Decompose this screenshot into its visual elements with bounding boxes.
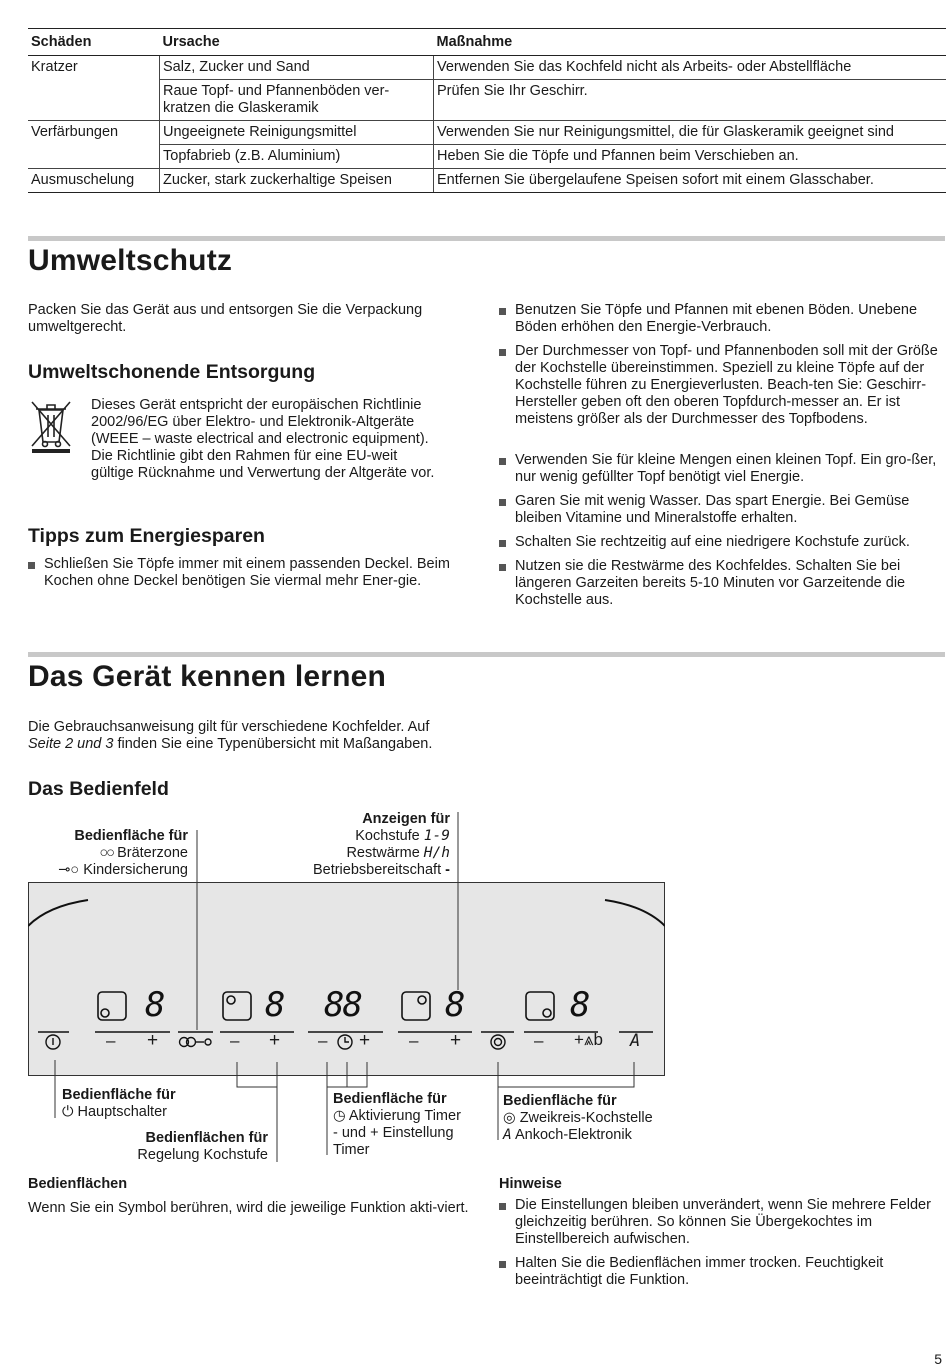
section-title: Das Gerät kennen lernen <box>28 660 387 693</box>
table-header-row <box>28 29 946 56</box>
subsection-title: Umweltschonende Entsorgung <box>28 361 316 383</box>
bedienflaechen-heading: Bedienflächen <box>28 1176 128 1192</box>
minus-button[interactable]: – <box>534 1031 544 1050</box>
label-timer <box>333 1091 461 1159</box>
label-text: Hauptschalter <box>77 1104 167 1120</box>
key-icon: ⊸○ <box>58 862 80 878</box>
table-cell: Verwenden Sie nur Reinigungsmittel, die für Glaskeramik geeignet sind <box>434 121 947 145</box>
table-cell <box>28 145 160 169</box>
label-text: Kochstufe <box>355 828 420 844</box>
cooktop-arc-right <box>605 900 665 926</box>
label-line <box>280 845 450 862</box>
table-cell: Topfabrieb (z.B. Aluminium) <box>160 145 434 169</box>
cooktop-arc-left <box>28 900 88 926</box>
section-rule <box>28 236 945 241</box>
table-row <box>28 145 946 169</box>
label-line <box>62 1104 176 1121</box>
table-cell: Kratzer <box>31 59 78 75</box>
bedienflaechen-text: Wenn Sie ein Symbol berühren, wird die jeweilige Funktion akti-viert. <box>28 1200 469 1216</box>
label-text: Timer <box>333 1142 370 1158</box>
list-item: Die Einstellungen bleiben unverändert, wenn Sie mehrere Felder gleichzeitig berühren. So können Sie Übergekochtes im Einstellbereich aufwischen. <box>499 1197 950 1248</box>
power-icon: ⏻ <box>62 1104 74 1120</box>
list-item: Garen Sie mit wenig Wasser. Das spart Energie. Bei Gemüse bleiben Vitamine und Mineralstoffe erhalten. <box>499 493 945 527</box>
page-reference: Seite 2 und 3 <box>28 736 114 752</box>
label-braeterzone <box>40 828 188 879</box>
list-item: Schalten Sie rechtzeitig auf eine niedrigere Kochstufe zurück. <box>499 534 945 551</box>
boost-button[interactable]: +⩓b <box>574 1030 603 1049</box>
label-text: Bräterzone <box>117 845 188 861</box>
label-zweikreis <box>503 1093 653 1144</box>
label-heading: Bedienfläche für <box>62 1087 176 1103</box>
label-text: Ankoch-Elektronik <box>514 1127 632 1143</box>
label-heading: Bedienflächen für <box>145 1130 268 1146</box>
weee-bin-icon <box>28 398 74 454</box>
list-item: Halten Sie die Bedienflächen immer trocken. Feuchtigkeit beeinträchtigt die Funktion. <box>499 1255 950 1289</box>
twin-circuit-button[interactable] <box>485 1030 511 1056</box>
timer-minus-button[interactable]: – <box>318 1031 328 1050</box>
table-row <box>28 56 946 80</box>
list-item: Verwenden Sie für kleine Mengen einen kleinen Topf. Ein gro-ßer, nur wenig gefüllter Topf benötigt viel Energie. <box>499 452 945 486</box>
label-line <box>503 1127 653 1144</box>
label-text: Regelung Kochstufe <box>137 1147 268 1163</box>
label-line <box>333 1108 461 1125</box>
label-line <box>40 845 188 862</box>
ankoch-icon: A <box>503 1127 512 1143</box>
braeterzone-key-button[interactable] <box>178 1030 214 1056</box>
kochstufe-symbol: 1-9 <box>423 828 450 844</box>
braeterzone-icon: ○○ <box>99 845 114 861</box>
plus-button[interactable]: + <box>450 1030 462 1051</box>
intro-text: Die Gebrauchsanweisung gilt für verschiedene Kochfelder. Auf <box>28 719 430 735</box>
minus-button[interactable]: – <box>106 1031 116 1050</box>
label-line <box>280 862 450 879</box>
plus-button[interactable]: + <box>147 1030 159 1051</box>
label-heading: Anzeigen für <box>362 811 450 827</box>
intro-text: finden Sie eine Typenübersicht mit Maßangaben. <box>113 736 433 752</box>
timer-button[interactable] <box>336 1030 356 1056</box>
table-cell <box>160 80 434 121</box>
timer-plus-button[interactable]: + <box>359 1030 371 1051</box>
display-digit: 8 <box>570 985 591 1025</box>
label-hauptschalter <box>62 1087 176 1121</box>
table-row <box>28 121 946 145</box>
table-cell: Verwenden Sie das Kochfeld nicht als Arbeits- oder Abstellfläche <box>434 56 947 80</box>
label-text: Kindersicherung <box>83 862 188 878</box>
table-cell: Ausmuschelung <box>28 169 160 193</box>
table-cell: Zucker, stark zuckerhaltige Speisen <box>160 169 434 193</box>
section-title: Umweltschutz <box>28 244 233 277</box>
display-digit: 8 <box>265 985 286 1025</box>
minus-button[interactable]: – <box>230 1031 240 1050</box>
damage-table <box>28 28 946 193</box>
hinweise-heading: Hinweise <box>499 1176 562 1192</box>
label-text: Restwärme <box>346 845 420 861</box>
main-switch-button[interactable] <box>40 1030 66 1056</box>
display-digit: 8 <box>145 985 166 1025</box>
list-item: Nutzen sie die Restwärme des Kochfeldes. Schalten Sie bei längeren Garzeiten bereits 5-10 Minuten vor Garzeitende die Kochstelle aus. <box>499 558 945 609</box>
betrieb-symbol: - <box>445 862 450 878</box>
ankoch-button[interactable]: A <box>630 1031 641 1051</box>
table-cell: Verfärbungen <box>31 124 119 140</box>
label-line <box>40 862 188 879</box>
table-cell: Prüfen Sie Ihr Geschirr. <box>434 80 947 121</box>
label-text: Betriebsbereitschaft <box>312 862 442 878</box>
restwaerme-symbol: H/h <box>423 845 450 861</box>
label-text: - und + Einstellung <box>333 1125 454 1141</box>
list-item: Schließen Sie Töpfe immer mit einem passenden Deckel. Beim Kochen ohne Deckel benötigen Sie viermal mehr Ener-gie. <box>28 556 490 590</box>
table-cell: Ungeeignete Reinigungsmittel <box>160 121 434 145</box>
weee-text: Dieses Gerät entspricht der europäischen Richtlinie 2002/96/EG über Elektro- und Elektronik-Altgeräte (WEEE – waste electrical and electronic equipment). Die Richtlinie gibt den Rahmen für eine EU-weit gültige Rücknahme und Verwertung der Altgeräte vor. <box>91 397 435 481</box>
table-cell: Heben Sie die Töpfe und Pfannen beim Verschieben an. <box>434 145 947 169</box>
label-anzeigen <box>280 811 450 879</box>
label-heading: Bedienfläche für <box>333 1091 447 1107</box>
display-digit: 8 <box>445 985 466 1025</box>
timer-display: 88 <box>324 985 361 1025</box>
label-line <box>503 1110 653 1127</box>
clock-icon: ◷ <box>333 1108 346 1124</box>
minus-button[interactable]: – <box>409 1031 419 1050</box>
twin-circuit-icon: ◎ <box>503 1110 516 1126</box>
zone-icon <box>402 992 430 1020</box>
page-number: 5 <box>934 1351 942 1367</box>
label-heading: Bedienfläche für <box>503 1093 617 1109</box>
geraet-intro <box>28 719 488 753</box>
zone-icon <box>223 992 251 1020</box>
table-row <box>28 80 946 121</box>
plus-button[interactable]: + <box>269 1030 281 1051</box>
table-header: Ursache <box>160 29 434 56</box>
table-cell: Salz, Zucker und Sand <box>160 56 434 80</box>
table-cell <box>28 80 160 121</box>
list-item: Der Durchmesser von Topf- und Pfannenboden soll mit der Größe der Kochstelle übereinstimmen. Speziell zu kleine Töpfe auf der Kochstelle führen zu Energieverlusten. Beach-ten Sie: Geschirr-Hersteller geben oft den oberen Topfdurch-messer an. Er ist meistens größer als der Durchmesser des Topfbodens. <box>499 343 945 428</box>
label-text: Aktivierung Timer <box>348 1108 461 1124</box>
cause-line: Raue Topf- und Pfannenböden ver- <box>163 83 390 99</box>
label-line <box>280 828 450 845</box>
section-rule <box>28 652 945 657</box>
list-item: Benutzen Sie Töpfe und Pfannen mit ebenen Böden. Unebene Böden erhöhen den Energie-Verbrauch. <box>499 302 945 336</box>
label-text: Zweikreis-Kochstelle <box>519 1110 653 1126</box>
label-regelung <box>100 1130 268 1164</box>
label-heading: Bedienfläche für <box>74 828 188 844</box>
table-header: Maßnahme <box>434 29 947 56</box>
table-cell: Entfernen Sie übergelaufene Speisen sofort mit einem Glasschaber. <box>434 169 947 193</box>
subsection-title: Das Bedienfeld <box>28 778 169 800</box>
umwelt-intro: Packen Sie das Gerät aus und entsorgen Sie die Verpackung umweltgerecht. <box>28 302 423 335</box>
table-row <box>28 169 946 193</box>
subsection-title: Tipps zum Energiesparen <box>28 525 265 547</box>
table-header: Schäden <box>28 29 160 56</box>
cause-line: kratzen die Glaskeramik <box>163 100 319 116</box>
